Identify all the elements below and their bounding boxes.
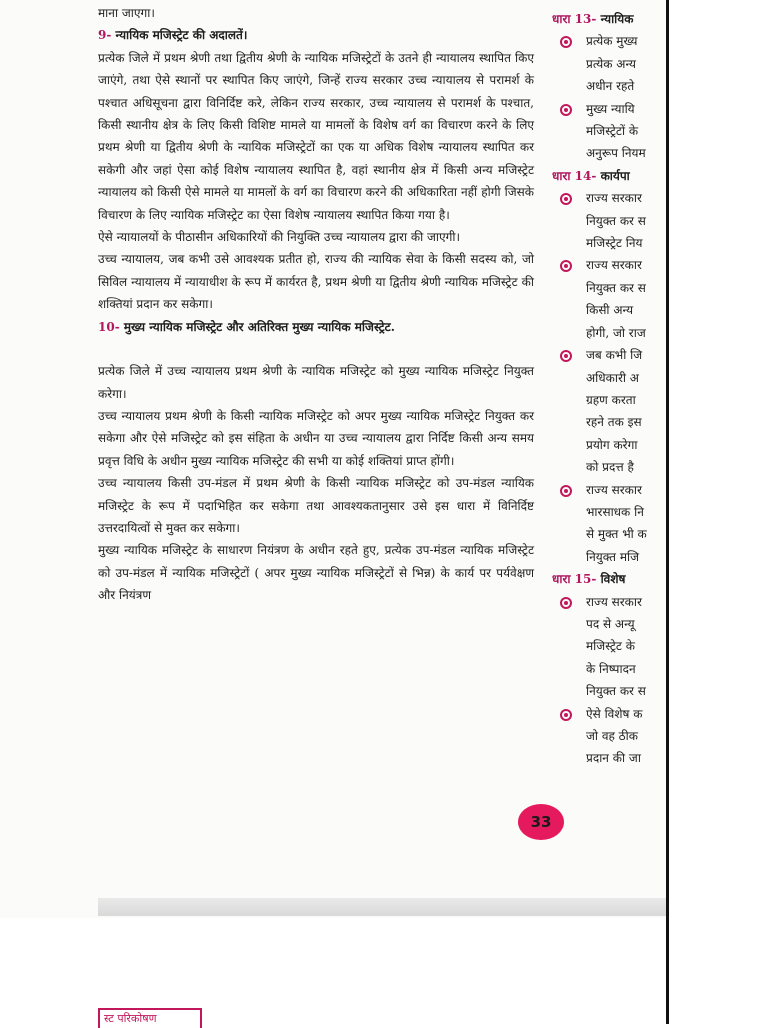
section-15-title: विशेष [600,572,626,587]
bullet-icon [560,709,572,721]
section-13-title: न्यायिक [600,12,634,26]
section-9-number: 9- [98,28,112,43]
paragraph-6: उच्च न्यायालय किसी उप-मंडल में प्रथम श्रेणी के किसी न्यायिक मजिस्ट्रेट को उप-मंडल न्यायिक मजिस्ट्रेट के रूप में पदाभिहित कर सकेगा तथा आवश्यकतानुसार उसे इस धारा में विनिर्दिष्ट उत्तरदायित्वों से मुक्त कर सकेगा। [98,476,534,535]
page-edge-line [666,0,669,1024]
paragraph-7: मुख्य न्यायिक मजिस्ट्रेट के साधारण नियंत्रण के अधीन रहते हुए, प्रत्येक उप-मंडल न्यायिक मजिस्ट्रेट को उप-मंडल में न्यायिक मजिस्ट्रेटों ( अपर मुख्य न्यायिक मजिस्ट्रेटों से भिन्न) के कार्य पर पर्यवेक्षण और नियंत्रण [98,543,534,603]
section-15-heading [552,568,668,590]
bullet-icon [560,597,572,609]
bullet-icon [560,260,572,272]
page-shadow-band [98,898,668,916]
paragraph-3: उच्च न्यायालय, जब कभी उसे आवश्यक प्रतीत हो, राज्य की न्यायिक सेवा के किसी सदस्य को, जो सिविल न्यायालय में न्यायाधीश के रूप में कार्यरत है, प्रथम श्रेणी या द्वितीय श्रेणी न्यायिक मजिस्ट्रेट की शक्तियां प्रदान कर सकेगा। [98,252,534,312]
section-14-heading [552,165,668,187]
section-13-heading [552,8,668,30]
bullet-item: राज्य सरकार भारसाधक नि से मुक्त भी क नियुक्त मजि [552,479,668,569]
paragraph-5: उच्च न्यायालय प्रथम श्रेणी के किसी न्यायिक मजिस्ट्रेट को अपर मुख्य न्यायिक मजिस्ट्रेट नियुक्त कर सकेगा और ऐसे मजिस्ट्रेट को इस संहिता के अधीन या उच्च न्यायालय द्वारा निर्दिष्ट किसी अन्य समय प्रवृत्त विधि के अधीन मुख्य न्यायिक मजिस्ट्रेट की सभी या कोई शक्तियां प्राप्त होंगी। [98,408,534,468]
right-column [552,8,668,770]
bullet-icon [560,193,572,205]
section-9-title: न्यायिक मजिस्ट्रेट की अदालतें। [115,28,248,43]
section-9-heading [98,24,534,46]
continued-line: माना जाएगा। [98,6,155,20]
bullet-icon [560,104,572,116]
left-column [98,2,534,607]
section-10-heading [98,316,534,338]
paragraph-2: ऐसे न्यायालयों के पीठासीन अधिकारियों की नियुक्ति उच्च न्यायालय द्वारा की जाएगी। [98,230,461,245]
bullet-item: राज्य सरकार नियुक्त कर स मजिस्ट्रेट निय [552,187,668,254]
paragraph-1: प्रत्येक जिले में प्रथम श्रेणी तथा द्वितीय श्रेणी के न्यायिक मजिस्ट्रेटों के उतने ही न्यायालय स्थापित किए जाएंगे, तथा ऐसे स्थानों पर स्थापित किए जाएंगे, जिन्हें राज्य सरकार उच्च न्यायालय से परामर्श के पश्चात अधिसूचना द्वारा विनिर्दिष्ट करे, लेकिन राज्य सरकार, उच्च न्यायालय से परामर्श के पश्चात, किसी स्थानीय क्षेत्र के लिए किसी विशिष्ट मामले या मामलों के विशेष वर्ग का विचारण करने के लिए प्रथम श्रेणी या द्वितीय श्रेणी के न्यायिक मजिस्ट्रेटों का एक या अधिक विशेष न्यायालय स्थापित कर सकेगी और जहां ऐसा कोई विशेष न्यायालय स्थापित है, वहां स्थानीय क्षेत्र में किसी अन्य मजिस्ट्रेट न्यायालय को किसी ऐसे मामले या मामलों के वर्ग का विचारण करने की अधिकारिता नहीं होगी जिसके विचारण के लिए न्यायिक मजिस्ट्रेट का ऐसा विशेष न्यायालय स्थापित किया गया है। [98,50,534,222]
page-number-badge: 33 [518,804,564,840]
bullet-icon [560,350,572,362]
section-15-label: धारा 15- [552,572,597,587]
next-page-tab: स्ट परिकोषण [98,1008,202,1028]
bullet-item: राज्य सरकार नियुक्त कर स किसी अन्य होगी, जो राज [552,254,668,344]
section-14-title: कार्यपा [600,168,630,183]
section-13-label: धारा 13- [552,12,597,26]
section-14-label: धारा 14- [552,168,597,183]
bullet-item: प्रत्येक मुख्य प्रत्येक अन्य अधीन रहते [552,30,668,97]
section-10-title: मुख्य न्यायिक मजिस्ट्रेट और अतिरिक्त मुख्य न्यायिक मजिस्ट्रेट. [123,319,395,334]
bullet-icon [560,485,572,497]
section-10-number: 10- [98,319,120,334]
bullet-item: ऐसे विशेष क जो वह ठीक प्रदान की जा [552,703,668,770]
bullet-item: राज्य सरकार पद से अन्यू मजिस्ट्रेट के के निष्पादन नियुक्त कर स [552,591,668,703]
bullet-item: जब कभी जि अधिकारी अ ग्रहण करता रहने तक इस प्रयोग करेगा को प्रदत्त है [552,344,668,478]
paragraph-4: प्रत्येक जिले में उच्च न्यायालय प्रथम श्रेणी के न्यायिक मजिस्ट्रेट को मुख्य न्यायिक मजिस्ट्रेट नियुक्त करेगा। [98,364,534,401]
bullet-icon [560,36,572,48]
bullet-item: मुख्य न्यायि मजिस्ट्रेटों के अनुरूप नियम [552,98,668,165]
